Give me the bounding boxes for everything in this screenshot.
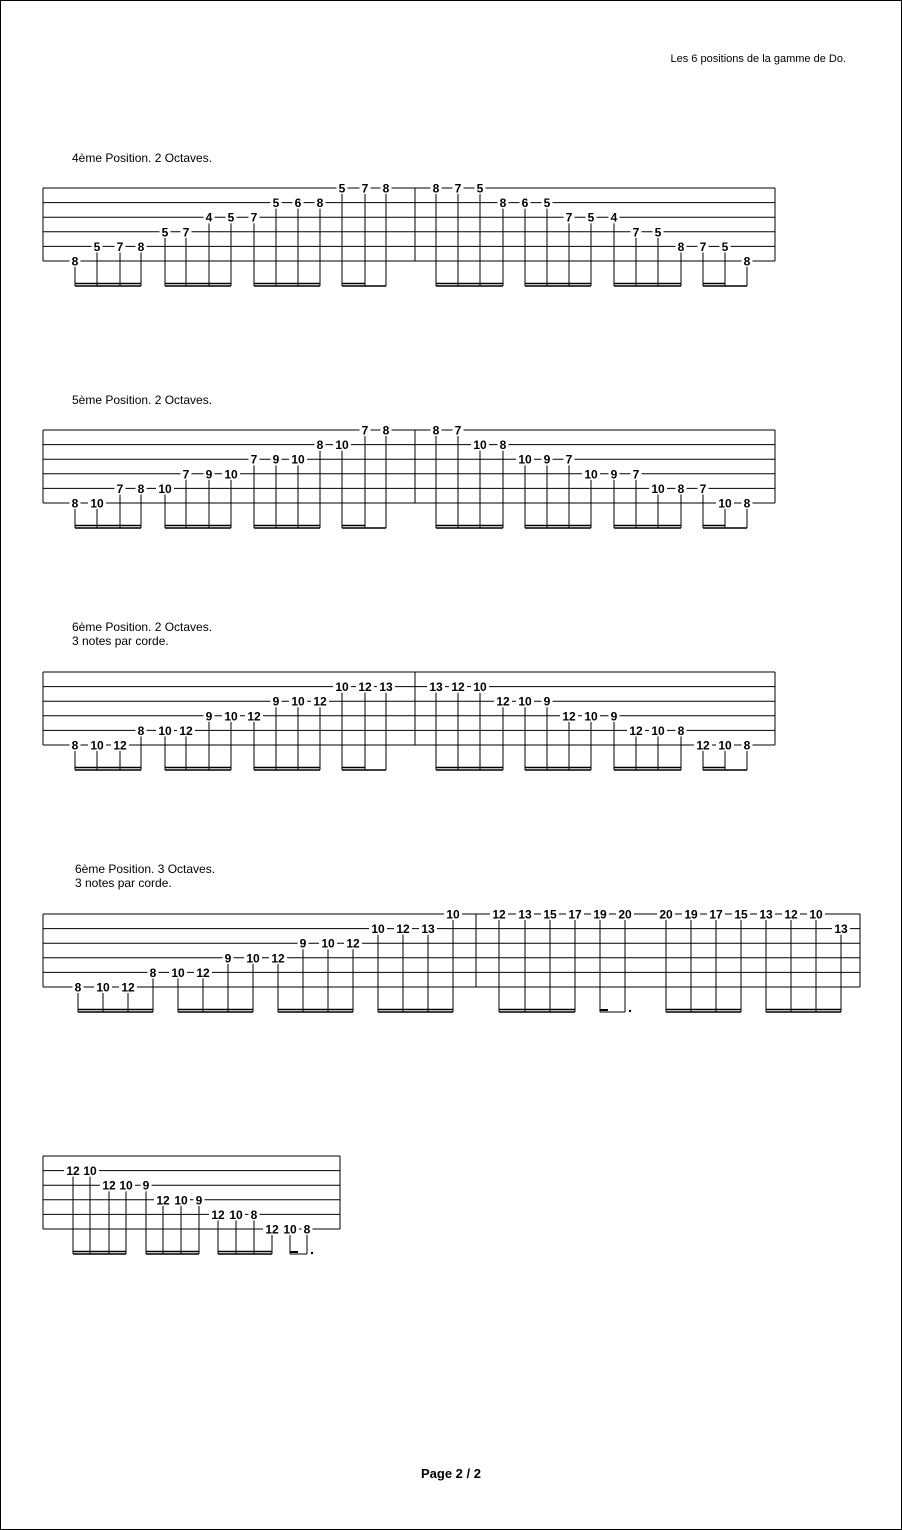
note-group xyxy=(757,908,850,1013)
note-group xyxy=(169,951,262,1012)
fret-number: 5 xyxy=(338,181,346,196)
note-group xyxy=(431,424,509,529)
fret-number: 10 xyxy=(246,951,260,966)
fret-number: 10 xyxy=(518,452,532,467)
fret-number: 10 xyxy=(158,723,172,738)
fret-number: 19 xyxy=(684,907,698,922)
fret-number: 10 xyxy=(171,965,185,980)
fret-number: 9 xyxy=(205,467,213,482)
dot-mark xyxy=(311,1252,313,1254)
section-subtitle-line: 3 notes par corde. xyxy=(75,876,172,890)
fret-number: 12 xyxy=(346,936,360,951)
fret-number: 8 xyxy=(71,738,79,753)
fret-number: 8 xyxy=(677,723,685,738)
fret-number: 7 xyxy=(116,239,124,254)
fret-number: 5 xyxy=(272,196,280,211)
fret-number: 15 xyxy=(734,907,748,922)
fret-number: 13 xyxy=(759,907,773,922)
note-group xyxy=(427,680,512,770)
fret-number: 10 xyxy=(584,709,598,724)
fret-number: 10 xyxy=(96,980,110,995)
fret-number: 10 xyxy=(291,694,305,709)
fret-number: 9 xyxy=(272,452,280,467)
fret-number: 10 xyxy=(321,936,335,951)
fret-number: 12 xyxy=(492,907,506,922)
note-group xyxy=(249,196,326,286)
fret-number: 10 xyxy=(718,496,732,511)
fret-number: 12 xyxy=(451,680,465,695)
fret-number: 7 xyxy=(250,210,258,225)
fret-number: 7 xyxy=(632,467,640,482)
fret-number: 7 xyxy=(361,423,369,438)
note-group xyxy=(281,1223,313,1255)
section-title-line: 6ème Position. 2 Octaves. xyxy=(72,620,213,634)
fret-number: 5 xyxy=(476,181,484,196)
document-title: Les 6 positions de la gamme de Do. xyxy=(670,53,846,65)
fret-number: 7 xyxy=(699,239,707,254)
fret-number: 12 xyxy=(196,965,210,980)
fret-number: 4 xyxy=(610,210,618,225)
fret-number: 8 xyxy=(250,1207,258,1222)
fret-number: 9 xyxy=(299,936,307,951)
fret-number: 20 xyxy=(659,907,673,922)
note-group xyxy=(64,1164,135,1254)
fret-number: 10 xyxy=(809,907,823,922)
fret-number: 7 xyxy=(182,467,190,482)
note-group xyxy=(160,211,237,286)
fret-number: 12 xyxy=(358,680,372,695)
note-group xyxy=(269,937,362,1012)
fret-number: 10 xyxy=(83,1164,97,1179)
fret-number: 8 xyxy=(499,196,507,211)
fret-number: 12 xyxy=(156,1193,170,1208)
fret-number: 8 xyxy=(71,496,79,511)
fret-number: 8 xyxy=(677,481,685,496)
section-subtitle-line: 3 notes par corde. xyxy=(72,634,169,648)
fret-number: 5 xyxy=(721,239,729,254)
fret-number: 8 xyxy=(149,965,157,980)
page-number: Page 2 / 2 xyxy=(421,1466,481,1481)
fret-number: 5 xyxy=(227,210,235,225)
fret-number: 12 xyxy=(313,694,327,709)
fret-number: 12 xyxy=(396,922,410,937)
fret-number: 7 xyxy=(182,225,190,240)
fret-number: 10 xyxy=(224,709,238,724)
section-title-line: 6ème Position. 3 Octaves. xyxy=(75,862,216,876)
fret-number: 10 xyxy=(174,1193,188,1208)
fret-number: 8 xyxy=(432,423,440,438)
fret-number: 5 xyxy=(587,210,595,225)
fret-number: 9 xyxy=(543,694,551,709)
fret-number: 8 xyxy=(137,481,145,496)
note-group xyxy=(591,908,634,1013)
fret-number: 12 xyxy=(247,709,261,724)
fret-number: 9 xyxy=(272,694,280,709)
fret-number: 9 xyxy=(195,1193,203,1208)
fret-number: 10 xyxy=(90,496,104,511)
fret-number: 6 xyxy=(521,196,529,211)
fret-number: 10 xyxy=(446,907,460,922)
fret-number: 10 xyxy=(371,922,385,937)
fret-number: 8 xyxy=(743,496,751,511)
fret-number: 8 xyxy=(316,438,324,453)
note-group xyxy=(609,709,687,770)
note-group xyxy=(520,196,597,286)
note-group xyxy=(657,908,750,1013)
fret-number: 7 xyxy=(565,452,573,467)
fret-number: 8 xyxy=(382,423,390,438)
fret-number: 12 xyxy=(113,738,127,753)
fret-number: 9 xyxy=(543,452,551,467)
fret-number: 12 xyxy=(211,1207,225,1222)
fret-number: 10 xyxy=(291,452,305,467)
fret-number: 10 xyxy=(651,723,665,738)
fret-number: 5 xyxy=(654,225,662,240)
fret-number: 7 xyxy=(565,210,573,225)
fret-number: 8 xyxy=(743,738,751,753)
note-group xyxy=(516,453,600,528)
fret-number: 6 xyxy=(294,196,302,211)
note-group xyxy=(609,211,687,286)
fret-number: 13 xyxy=(429,680,443,695)
fret-number: 10 xyxy=(584,467,598,482)
note-group xyxy=(516,695,600,770)
tab-staff-4 xyxy=(43,908,860,1013)
note-group xyxy=(141,1179,205,1254)
tab-staff-2 xyxy=(43,424,775,529)
fret-number: 12 xyxy=(496,694,510,709)
fret-number: 10 xyxy=(518,694,532,709)
fret-number: 8 xyxy=(137,239,145,254)
section-title-line: 4ème Position. 2 Octaves. xyxy=(72,151,213,165)
tab-staff-1 xyxy=(43,182,775,287)
fret-number: 19 xyxy=(593,907,607,922)
fret-number: 8 xyxy=(677,239,685,254)
fret-number: 9 xyxy=(205,709,213,724)
fret-number: 8 xyxy=(71,254,79,269)
fret-number: 5 xyxy=(93,239,101,254)
note-group xyxy=(333,424,392,529)
fret-number: 7 xyxy=(116,481,124,496)
fret-number: 12 xyxy=(66,1164,80,1179)
fret-number: 9 xyxy=(610,709,618,724)
fret-number: 8 xyxy=(137,723,145,738)
fret-number: 12 xyxy=(696,738,710,753)
fret-number: 5 xyxy=(543,196,551,211)
fret-number: 13 xyxy=(834,922,848,937)
fret-number: 12 xyxy=(562,709,576,724)
fret-number: 8 xyxy=(432,181,440,196)
note-group xyxy=(490,908,584,1013)
note-group xyxy=(431,182,509,287)
section-title-line: 5ème Position. 2 Octaves. xyxy=(72,393,213,407)
fret-number: 9 xyxy=(610,467,618,482)
note-group xyxy=(156,467,240,528)
note-group xyxy=(249,438,326,528)
fret-number: 12 xyxy=(629,723,643,738)
fret-number: 10 xyxy=(651,481,665,496)
fret-number: 7 xyxy=(454,423,462,438)
fret-number: 8 xyxy=(316,196,324,211)
fret-number: 10 xyxy=(718,738,732,753)
fret-number: 5 xyxy=(161,225,169,240)
note-group xyxy=(337,182,392,287)
fret-number: 10 xyxy=(335,438,349,453)
fret-number: 15 xyxy=(543,907,557,922)
fret-number: 13 xyxy=(518,907,532,922)
fret-number: 12 xyxy=(271,951,285,966)
fret-number: 10 xyxy=(229,1207,243,1222)
dot-mark xyxy=(629,1010,631,1012)
fret-number: 10 xyxy=(473,680,487,695)
note-group xyxy=(156,709,240,770)
fret-number: 7 xyxy=(454,181,462,196)
note-group xyxy=(245,695,329,770)
fret-number: 12 xyxy=(784,907,798,922)
fret-number: 12 xyxy=(121,980,135,995)
note-group xyxy=(694,739,753,771)
note-group xyxy=(609,467,687,528)
fret-number: 4 xyxy=(205,210,213,225)
fret-number: 10 xyxy=(473,438,487,453)
fret-number: 8 xyxy=(743,254,751,269)
fret-number: 13 xyxy=(379,680,393,695)
fret-number: 7 xyxy=(699,481,707,496)
note-group xyxy=(333,680,395,770)
fret-number: 10 xyxy=(158,481,172,496)
fret-number: 10 xyxy=(283,1222,297,1237)
fret-number: 13 xyxy=(421,922,435,937)
fret-number: 10 xyxy=(90,738,104,753)
fret-number: 17 xyxy=(568,907,582,922)
fret-number: 20 xyxy=(618,907,632,922)
fret-number: 8 xyxy=(382,181,390,196)
fret-number: 17 xyxy=(709,907,723,922)
fret-number: 10 xyxy=(224,467,238,482)
fret-number: 7 xyxy=(361,181,369,196)
fret-number: 9 xyxy=(224,951,232,966)
fret-number: 9 xyxy=(142,1178,150,1193)
fret-number: 12 xyxy=(102,1178,116,1193)
fret-number: 10 xyxy=(119,1178,133,1193)
note-group xyxy=(369,908,462,1013)
fret-number: 8 xyxy=(499,438,507,453)
fret-number: 7 xyxy=(632,225,640,240)
fret-number: 10 xyxy=(335,680,349,695)
fret-number: 12 xyxy=(179,723,193,738)
tab-staff-3 xyxy=(43,672,775,770)
fret-number: 8 xyxy=(303,1222,311,1237)
fret-number: 12 xyxy=(265,1222,279,1237)
fret-number: 7 xyxy=(250,452,258,467)
tab-staff-5 xyxy=(43,1156,340,1254)
fret-number: 8 xyxy=(74,980,82,995)
